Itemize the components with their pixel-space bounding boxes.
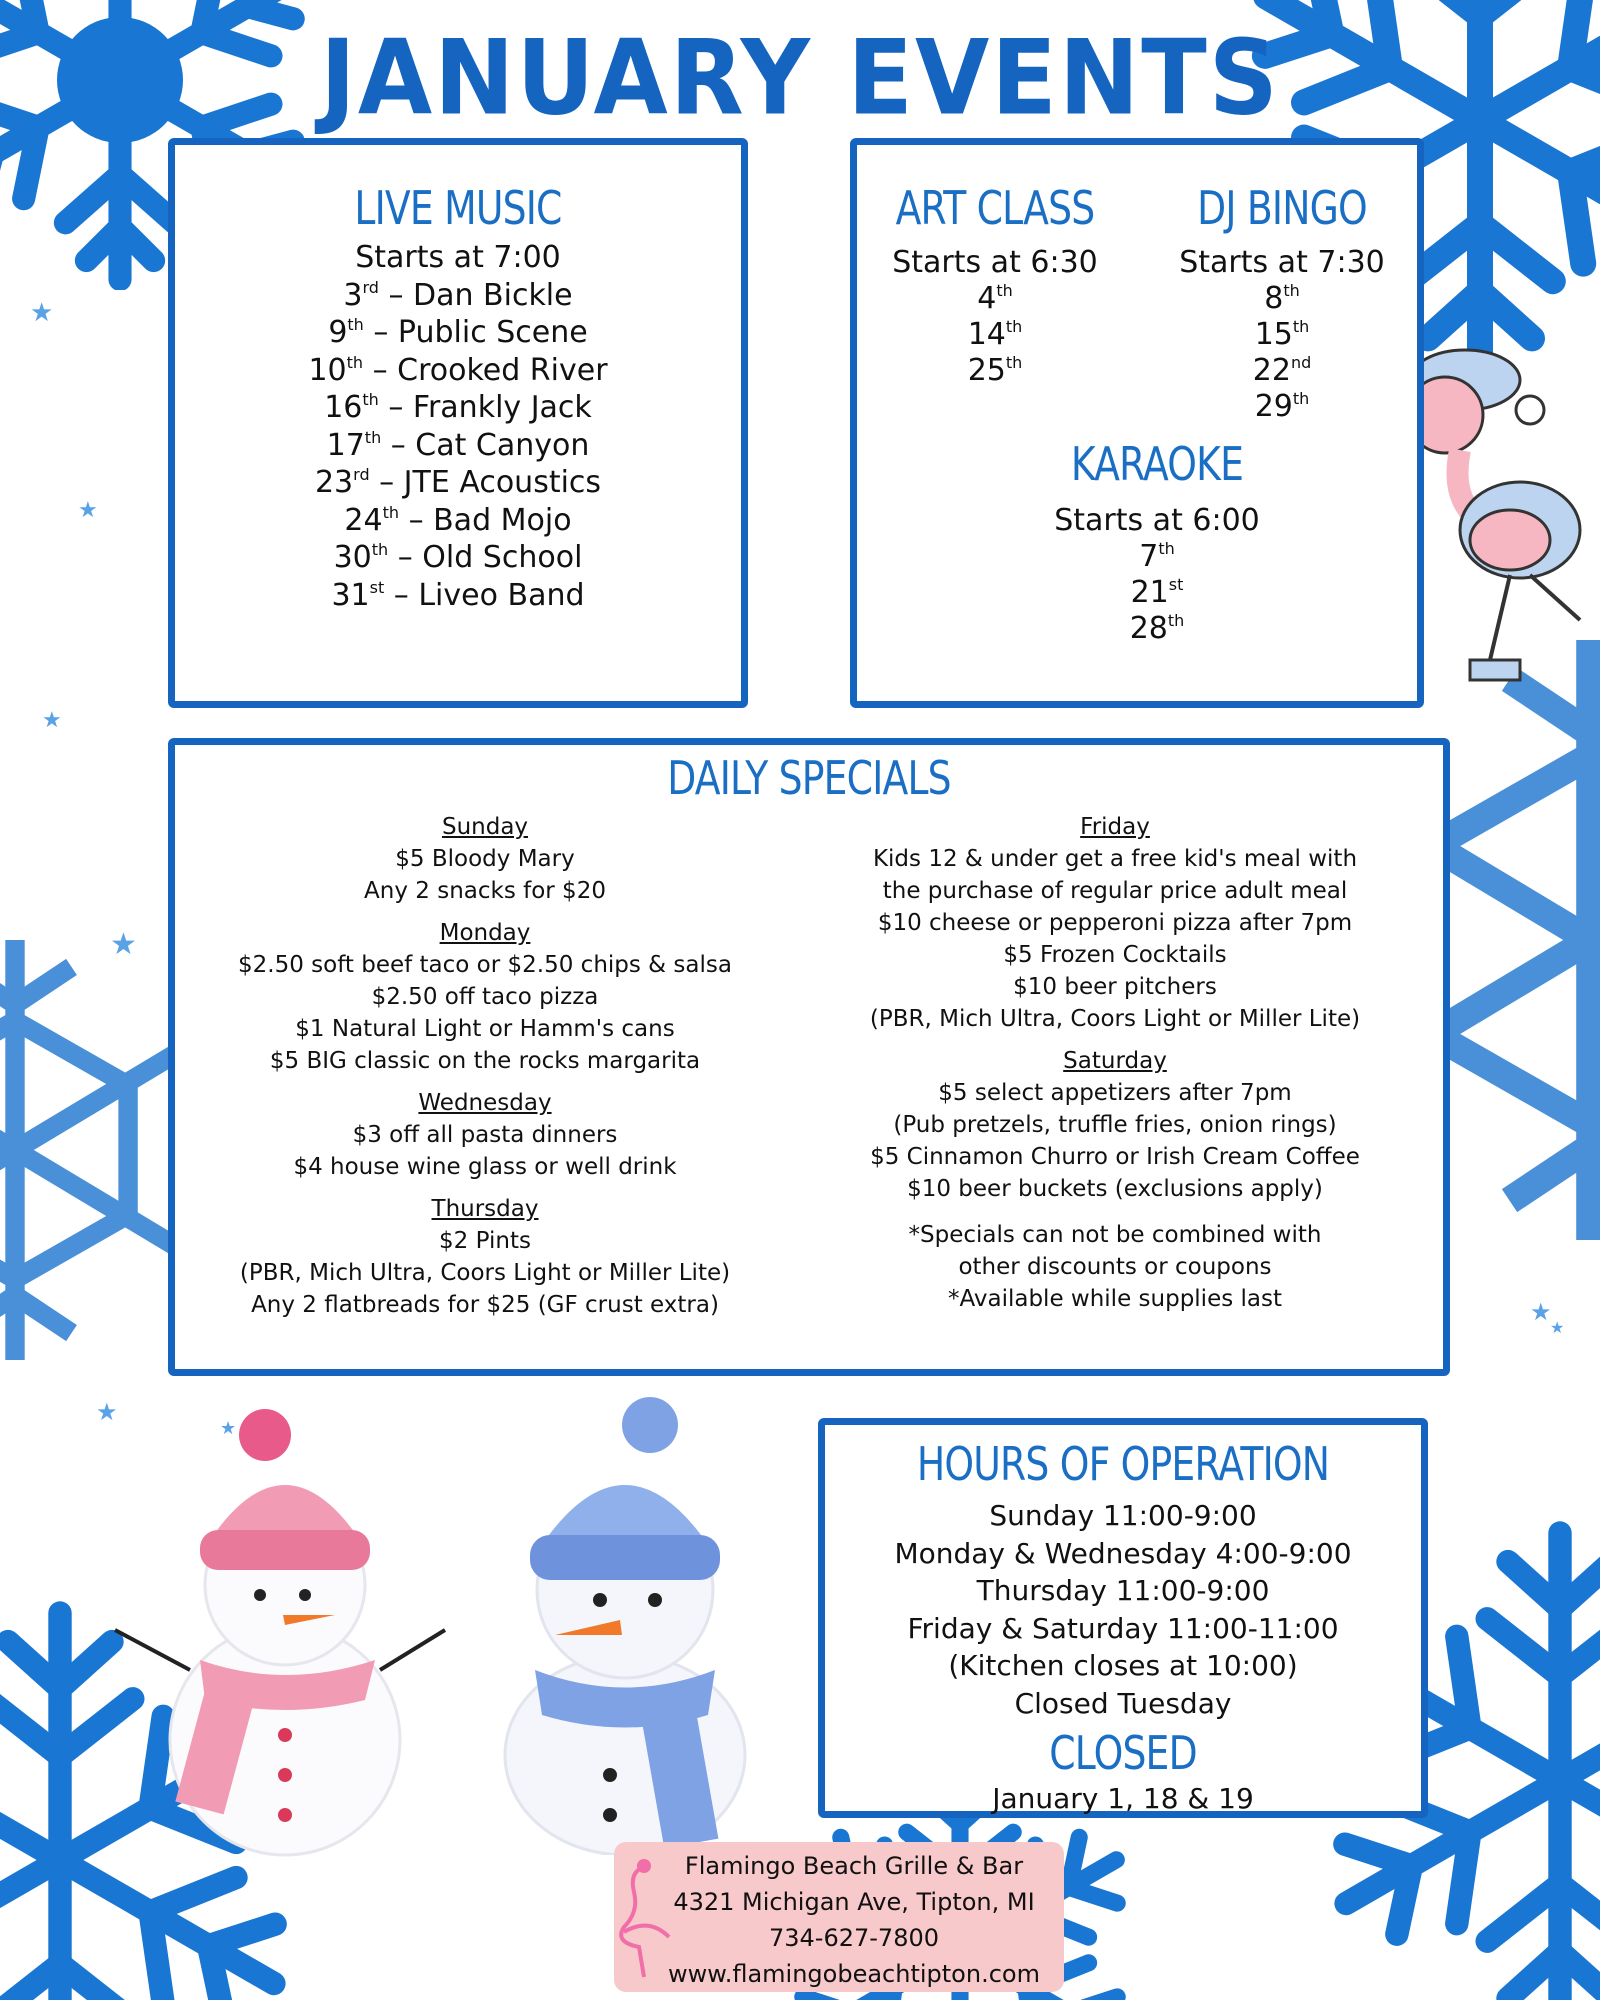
hours-heading: HOURS OF OPERATION: [916, 1437, 1330, 1491]
dj-bingo-date: 22nd: [1252, 353, 1312, 388]
business-phone: 734-627-7800: [768, 1924, 939, 1952]
daily-specials-heading: DAILY SPECIALS: [667, 751, 951, 805]
special-line: $5 select appetizers after 7pm: [938, 1080, 1292, 1106]
hours-line: Closed Tuesday: [1014, 1686, 1232, 1720]
star-icon: ★: [42, 708, 62, 733]
art-class-list: [865, 245, 1125, 389]
footer-contact: [614, 1842, 1064, 1992]
daily-specials-box: [168, 738, 1450, 1376]
karaoke-date: 21st: [1130, 575, 1184, 610]
special-line: $1 Natural Light or Hamm's cans: [295, 1016, 675, 1042]
dj-bingo-date: 29th: [1254, 389, 1310, 424]
special-line: the purchase of regular price adult meal: [882, 878, 1348, 904]
hours-box: [818, 1418, 1428, 1818]
live-music-item: 3rd – Dan Bickle: [343, 277, 573, 313]
snowman-icon: [95, 1390, 475, 1860]
specials-left-column: [205, 811, 765, 1321]
special-line: (PBR, Mich Ultra, Coors Light or Miller Lite): [239, 1260, 731, 1286]
dj-bingo-start: Starts at 7:30: [1179, 245, 1385, 280]
specials-note: *Specials can not be combined with: [908, 1222, 1322, 1248]
special-line: $5 Frozen Cocktails: [1003, 942, 1227, 968]
live-music-list: [175, 239, 741, 614]
star-icon: ★: [1550, 1318, 1565, 1337]
live-music-item: 31st – Liveo Band: [331, 577, 585, 613]
specials-note: *Available while supplies last: [947, 1286, 1283, 1312]
special-line: $3 off all pasta dinners: [352, 1122, 618, 1148]
hours-line: Sunday 11:00-9:00: [989, 1499, 1257, 1532]
special-line: Any 2 flatbreads for $25 (GF crust extra): [251, 1292, 719, 1318]
special-day-monday: Monday: [439, 920, 531, 946]
closed-dates: January 1, 18 & 19: [992, 1782, 1254, 1815]
star-icon: ★: [78, 498, 98, 523]
special-line: Any 2 snacks for $20: [364, 878, 606, 904]
snowman-icon: [450, 1385, 810, 1855]
art-class-date: 4th: [977, 281, 1013, 316]
karaoke-date: 28th: [1129, 611, 1185, 646]
special-day-sunday: Sunday: [441, 814, 529, 840]
special-day-thursday: Thursday: [431, 1196, 539, 1222]
special-line: $5 BIG classic on the rocks margarita: [269, 1048, 701, 1074]
karaoke-heading: KARAOKE: [1070, 437, 1244, 491]
dj-bingo-date: 15th: [1254, 317, 1310, 352]
dj-bingo-date: 8th: [1264, 281, 1300, 316]
special-line: $5 Bloody Mary: [395, 846, 575, 872]
art-class-heading: ART CLASS: [895, 181, 1095, 235]
live-music-item: 23rd – JTE Acoustics: [314, 465, 602, 500]
page-title: JANUARY EVENTS: [320, 17, 1280, 139]
special-line: $5 Cinnamon Churro or Irish Cream Coffee: [870, 1144, 1360, 1170]
special-line: Kids 12 & under get a free kid's meal with: [872, 846, 1358, 872]
special-line: $10 beer buckets (exclusions apply): [907, 1176, 1323, 1202]
live-music-item: 24th – Bad Mojo: [344, 502, 572, 538]
special-line: $4 house wine glass or well drink: [293, 1154, 677, 1180]
karaoke-start: Starts at 6:00: [1054, 503, 1260, 538]
snowflake-icon: [0, 940, 180, 1360]
hours-list: [825, 1497, 1421, 1722]
karaoke-list: [1017, 503, 1297, 647]
hours-line: Friday & Saturday 11:00-11:00: [907, 1611, 1339, 1645]
special-line: $2.50 off taco pizza: [371, 984, 599, 1010]
live-music-item: 17th – Cat Canyon: [326, 427, 590, 463]
live-music-item: 16th – Frankly Jack: [324, 390, 592, 425]
star-icon: ★: [96, 1398, 118, 1426]
specials-right-column: [815, 811, 1415, 1315]
special-day-wednesday: Wednesday: [418, 1090, 552, 1116]
business-name: Flamingo Beach Grille & Bar: [684, 1852, 1024, 1880]
dj-bingo-heading: DJ BINGO: [1197, 181, 1367, 235]
live-music-item: 30th – Old School: [333, 540, 583, 575]
business-website[interactable]: www.flamingobeachtipton.com: [668, 1960, 1040, 1988]
art-class-date: 25th: [967, 353, 1023, 388]
special-line: (Pub pretzels, truffle fries, onion rings): [893, 1112, 1337, 1138]
specials-note: other discounts or coupons: [958, 1254, 1272, 1280]
live-music-start: Starts at 7:00: [355, 240, 561, 275]
special-day-saturday: Saturday: [1063, 1048, 1167, 1074]
hours-line: Thursday 11:00-9:00: [976, 1574, 1270, 1607]
karaoke-date: 7th: [1139, 539, 1175, 574]
special-day-friday: Friday: [1080, 814, 1150, 840]
star-icon: ★: [110, 927, 137, 962]
closed-heading: CLOSED: [1049, 1726, 1197, 1780]
live-music-heading: LIVE MUSIC: [354, 181, 562, 235]
live-music-box: [168, 138, 748, 708]
special-line: (PBR, Mich Ultra, Coors Light or Miller Lite): [869, 1006, 1361, 1032]
dj-bingo-list: [1147, 245, 1417, 425]
special-line: $10 beer pitchers: [1013, 974, 1217, 1000]
star-icon: ★: [30, 298, 54, 328]
art-class-date: 14th: [967, 317, 1023, 352]
special-line: $2 Pints: [439, 1228, 531, 1254]
star-icon: ★: [1530, 1298, 1552, 1326]
live-music-item: 10th – Crooked River: [308, 352, 608, 388]
special-line: $10 cheese or pepperoni pizza after 7pm: [877, 910, 1353, 936]
special-line: $2.50 soft beef taco or $2.50 chips & salsa: [238, 952, 732, 978]
hours-line: (Kitchen closes at 10:00): [948, 1649, 1298, 1682]
business-address: 4321 Michigan Ave, Tipton, MI: [673, 1888, 1035, 1916]
flamingo-logo-icon: [604, 1852, 684, 1982]
star-icon: ★: [220, 1418, 237, 1439]
live-music-item: 9th – Public Scene: [328, 315, 588, 350]
events-box: [850, 138, 1424, 708]
art-class-start: Starts at 6:30: [892, 245, 1098, 280]
hours-line: Monday & Wednesday 4:00-9:00: [894, 1536, 1352, 1570]
